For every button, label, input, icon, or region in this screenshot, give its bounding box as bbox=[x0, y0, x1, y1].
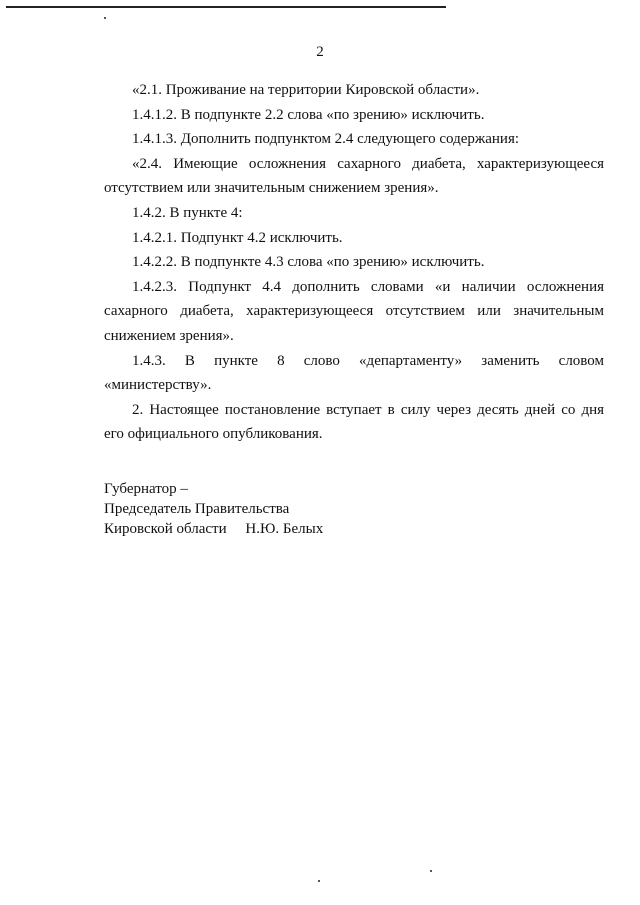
paragraph-1-4-1-2: 1.4.1.2. В подпункте 2.2 слова «по зрению» исключить. bbox=[132, 106, 485, 123]
paragraph-1-4-2-3: 1.4.2.3. Подпункт 4.4 дополнить словами «и наличии осложнения сахарного диабета, характеризующееся отсутствием или значительным снижением зрения». bbox=[104, 278, 604, 344]
scan-speck bbox=[318, 880, 320, 882]
paragraph-2-4-quote: «2.4. Имеющие осложнения сахарного диабета, характеризующееся отсутствием или значительным снижением зрения». bbox=[104, 155, 604, 197]
page-number: 2 bbox=[316, 44, 324, 60]
paragraph-1-4-2: 1.4.2. В пункте 4: bbox=[132, 204, 243, 221]
signature-region-name: Кировской области Н.Ю. Белых bbox=[104, 521, 324, 537]
signature-position: Председатель Правительства bbox=[104, 501, 290, 517]
scan-speck bbox=[430, 870, 432, 872]
top-border-line bbox=[6, 6, 446, 8]
paragraph-1-4-2-2: 1.4.2.2. В подпункте 4.3 слова «по зрению» исключить. bbox=[132, 254, 485, 271]
scan-speck bbox=[104, 17, 106, 19]
signature-title: Губернатор – bbox=[104, 481, 188, 497]
paragraph-1-4-1-3: 1.4.1.3. Дополнить подпунктом 2.4 следующего содержания: bbox=[132, 131, 520, 148]
document-body bbox=[104, 78, 604, 447]
paragraph-2-1: «2.1. Проживание на территории Кировской области». bbox=[132, 82, 480, 98]
paragraph-2-effective-date: 2. Настоящее постановление вступает в силу через десять дней со дня его официального опубликования. bbox=[104, 401, 604, 443]
paragraph-1-4-3: 1.4.3. В пункте 8 слово «департаменту» заменить словом «министерству». bbox=[104, 352, 604, 394]
paragraph-1-4-2-1: 1.4.2.1. Подпункт 4.2 исключить. bbox=[132, 229, 343, 246]
signature-block bbox=[104, 479, 323, 539]
